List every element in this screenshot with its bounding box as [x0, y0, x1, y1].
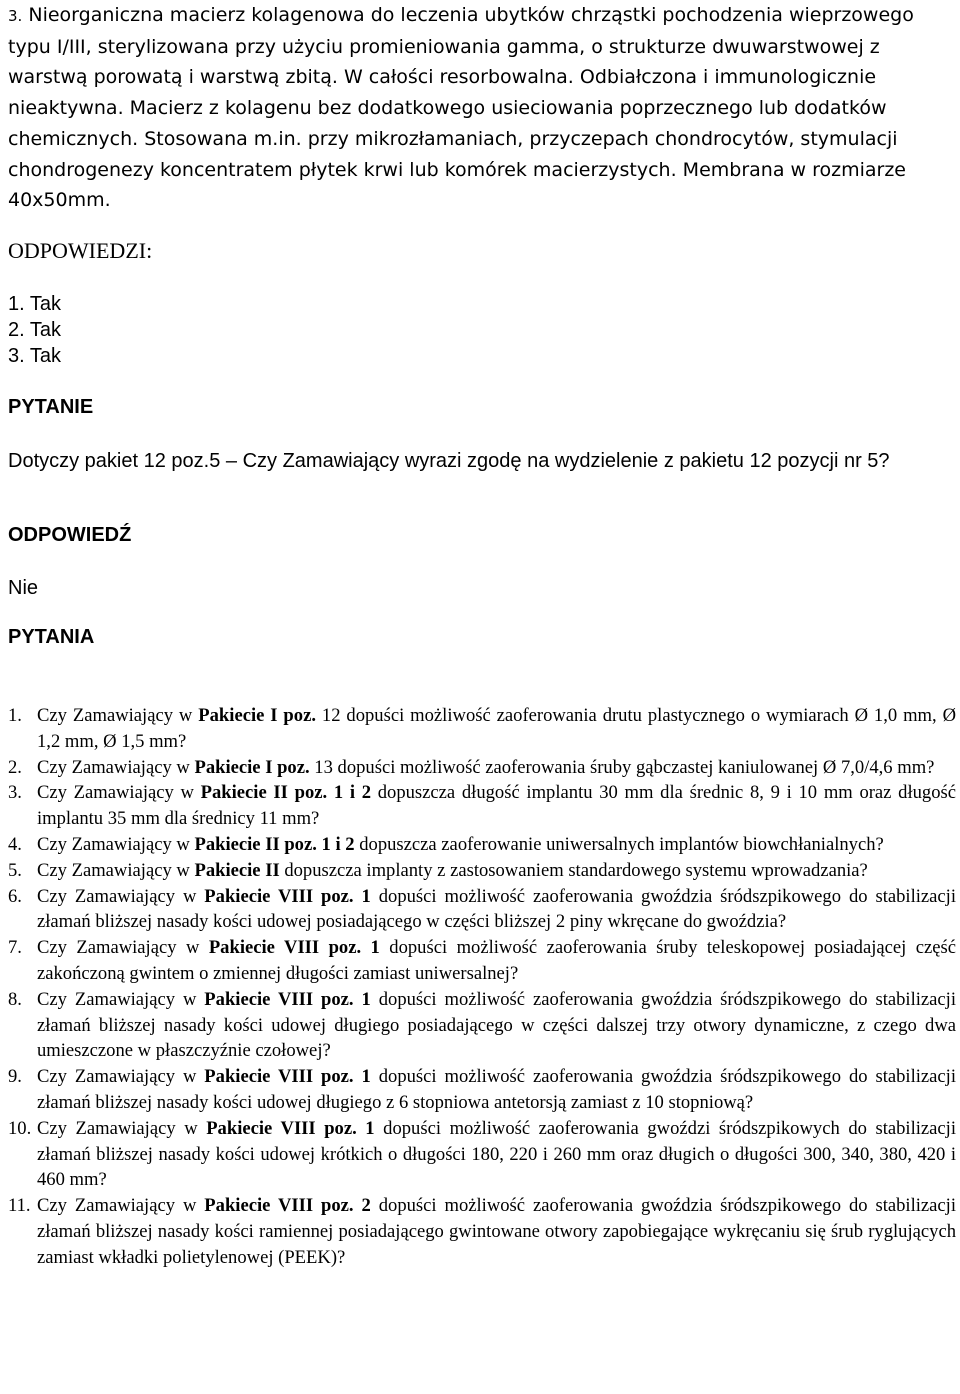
question-item-text	[37, 1116, 956, 1193]
question-number: 10.	[8, 1117, 32, 1139]
question-lead: Czy Zamawiający w	[37, 988, 205, 1010]
question-item	[8, 935, 956, 987]
question-item-text	[37, 884, 956, 936]
question-item-text	[37, 780, 956, 832]
question-item	[8, 1116, 956, 1193]
question-body: dopuści możliwość zaoferowania gwoździa śródszpikowego do stabilizacji złamań bliższej nasady kości udowej długiego z 6 stopniowa antetorsją zamiast z 10 stopniową?	[37, 1066, 957, 1113]
question-lead: Czy Zamawiający w	[37, 1195, 205, 1217]
question-item	[8, 755, 956, 781]
intro-text: Nieorganiczna macierz kolagenowa do leczenia ubytków chrząstki pochodzenia wieprzowego typu I/III, sterylizowana przy użyciu promieniowania gamma, o strukturze dwuwarstwowej z warstwą porowatą i warstwą zbitą. W całości resorbowalna. Odbiałczona i immunologicznie nieaktywna. Macierz z kolagenu bez dodatkowego usieciowania poprzecznego lub dodatków chemicznych. Stosowana m.in. przy mikrozłamaniach, przyczepach chondrocytów, stymulacji chondrogenezy koncentratem płytek krwi lub komórek macierzystych. Membrana w rozmiarze 40x50mm.	[8, 4, 914, 212]
answer-line-1: 1. Tak	[8, 293, 61, 315]
question-lead: Czy Zamawiający w	[37, 756, 195, 778]
question-lead: Czy Zamawiający w	[37, 885, 205, 907]
question-item-text	[37, 1064, 956, 1116]
questions-list	[8, 703, 956, 1271]
question-item	[8, 987, 956, 1064]
package-reference: Pakiecie VIII poz. 1	[206, 1117, 375, 1139]
question-item	[8, 1064, 956, 1116]
package-reference: Pakiecie II poz. 1 i 2	[194, 833, 355, 855]
question-number: 3.	[8, 782, 22, 804]
intro-number: 3.	[8, 7, 23, 25]
question-body: dopuszcza długość implantu 30 mm dla średnic 8, 9 i 10 mm oraz długość implantu 35 mm dla średnicy 11 mm?	[37, 782, 956, 830]
package-reference: Pakiecie VIII poz. 1	[204, 885, 371, 907]
question-item	[8, 832, 956, 858]
question-item-text	[37, 935, 956, 987]
question-lead: Czy Zamawiający w	[37, 1066, 205, 1088]
question-body: 12 dopuści możliwość zaoferowania drutu plastycznego o wymiarach Ø 1,0 mm, Ø 1,2 mm, Ø 1,5 mm?	[37, 705, 956, 752]
question-body: dopuści możliwość zaoferowania gwoździ śródszpikowych do stabilizacji złamań bliższej nasady kości udowej krótkich o długości 180, 220 i 260 mm oraz długich o długości 300, 340, 380, 420 i 460 mm?	[37, 1117, 957, 1191]
question-lead: Czy Zamawiający w	[37, 1117, 207, 1139]
question-item-text	[37, 987, 956, 1064]
question-item	[8, 884, 956, 936]
package-reference: Pakiecie I poz.	[194, 756, 310, 778]
answers-heading: ODPOWIEDZI:	[8, 238, 153, 263]
question-number: 6.	[8, 885, 22, 907]
answer-line-3: 3. Tak	[8, 345, 61, 367]
package-reference: Pakiecie II	[194, 859, 280, 881]
question-text: Dotyczy pakiet 12 poz.5 – Czy Zamawiający wyrazi zgodę na wydzielenie z pakietu 12 pozycji nr 5?	[8, 450, 890, 472]
question-number: 2.	[8, 756, 22, 778]
question-number: 8.	[8, 988, 22, 1010]
question-item	[8, 703, 956, 755]
question-lead: Czy Zamawiający w	[37, 937, 209, 959]
question-heading: PYTANIE	[8, 396, 94, 418]
answer-text: Nie	[8, 577, 39, 599]
question-number: 11.	[8, 1195, 31, 1217]
question-item-text	[37, 755, 956, 781]
package-reference: Pakiecie II poz. 1 i 2	[200, 782, 372, 804]
question-item	[8, 858, 956, 884]
package-reference: Pakiecie I poz.	[198, 705, 316, 726]
question-lead: Czy Zamawiający w	[37, 782, 201, 804]
question-number: 5.	[8, 859, 22, 881]
question-item-text	[37, 832, 956, 858]
question-body: dopuszcza implanty z zastosowaniem standardowego systemu wprowadzania?	[279, 859, 868, 881]
question-item-text	[37, 703, 956, 755]
question-lead: Czy Zamawiający w	[37, 705, 199, 726]
question-item-text	[37, 1193, 956, 1270]
question-body: dopuści możliwość zaoferowania śruby teleskopowej posiadającej część zakończoną gwintem o zmiennej długości zamiast uniwersalnej?	[37, 937, 956, 984]
package-reference: Pakiecie VIII poz. 1	[204, 1066, 371, 1088]
question-lead: Czy Zamawiający w	[37, 833, 195, 855]
question-body: dopuści możliwość zaoferowania gwoździa śródszpikowego do stabilizacji złamań bliższej nasady kości ramiennej posiadającego gwintowane otwory zapobiegające wykręcaniu się śrub ryglujących zamiast wkładki polietylenowej (PEEK)?	[37, 1195, 957, 1268]
question-body: 13 dopuści możliwość zaoferowania śruby gąbczastej kaniulowanej Ø 7,0/4,6 mm?	[309, 756, 935, 778]
answer-line-2: 2. Tak	[8, 319, 61, 341]
package-reference: Pakiecie VIII poz. 1	[208, 937, 380, 959]
questions-heading: PYTANIA	[8, 626, 95, 648]
question-number: 1.	[8, 705, 22, 726]
question-body: dopuści możliwość zaoferowania gwoździa śródszpikowego do stabilizacji złamań bliższej nasady kości udowej posiadającego w części bliższej 2 piny wkręcane do gwoździa?	[37, 885, 957, 933]
question-item	[8, 1193, 956, 1270]
package-reference: Pakiecie VIII poz. 1	[204, 988, 371, 1010]
question-number: 7.	[8, 937, 22, 959]
question-item-text	[37, 858, 956, 884]
question-number: 4.	[8, 833, 22, 855]
question-item	[8, 780, 956, 832]
question-number: 9.	[8, 1066, 22, 1088]
question-body: dopuszcza zaoferowanie uniwersalnych implantów biowchłanialnych?	[354, 833, 884, 855]
intro-paragraph	[8, 0, 952, 216]
answer-heading: ODPOWIEDŹ	[8, 524, 132, 546]
question-body: dopuści możliwość zaoferowania gwoździa śródszpikowego do stabilizacji złamań bliższej nasady kości udowej długiego posiadającego w części dalszej trzy otwory dynamiczne, z czego dwa umieszczone w płaszczyźnie czołowej?	[37, 988, 957, 1062]
package-reference: Pakiecie VIII poz. 2	[204, 1195, 371, 1217]
question-lead: Czy Zamawiający w	[37, 859, 195, 881]
